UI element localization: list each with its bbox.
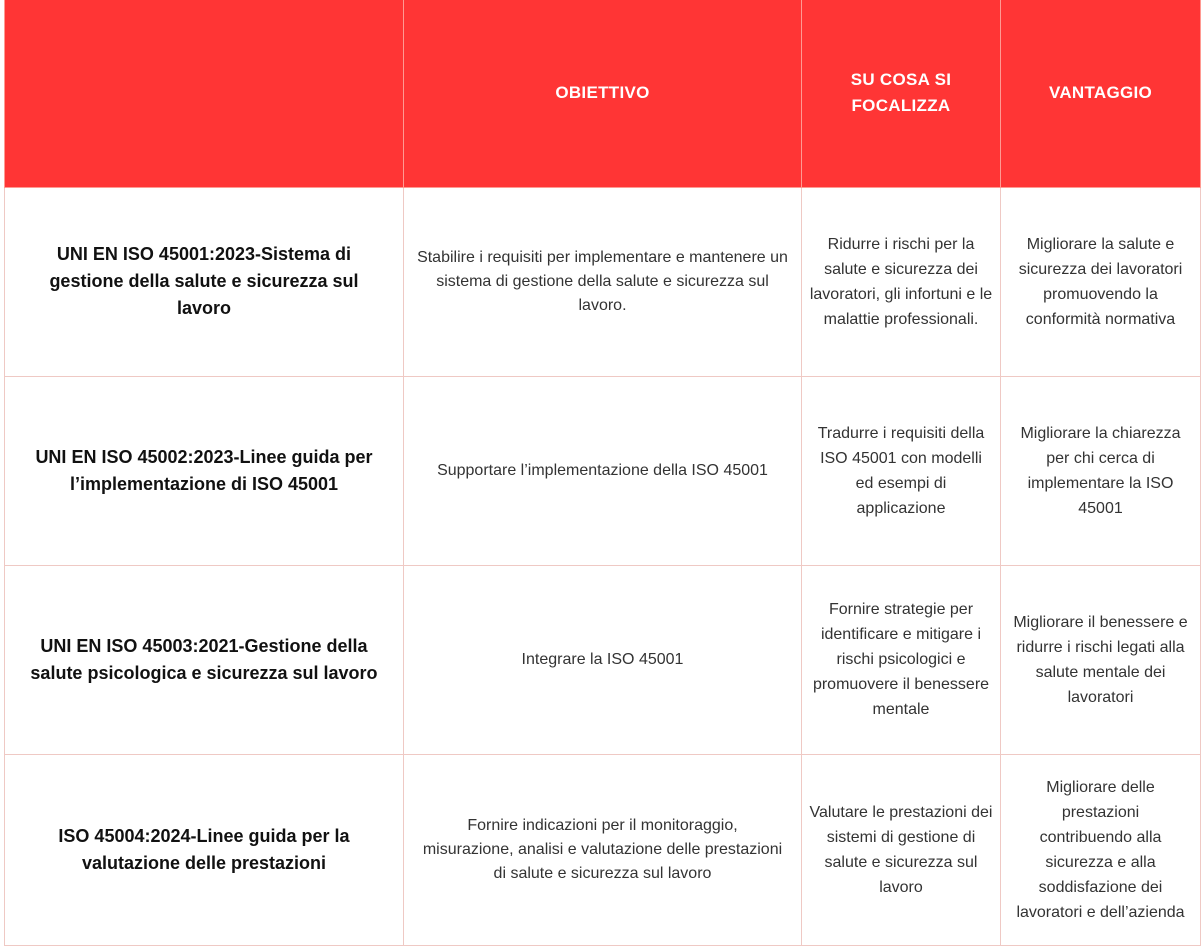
iso-comparison-table [4, 0, 1201, 946]
advantage-cell [1001, 565, 1201, 754]
focus-text: Tradurre i requisiti della ISO 45001 con modelli ed esempi di applicazione [817, 424, 985, 517]
header-objective: OBIETTIVO [404, 0, 802, 187]
norm-name [5, 754, 404, 945]
advantage-cell [1001, 754, 1201, 945]
objective-text: Supportare l’implementazione della ISO 45001 [437, 461, 768, 479]
advantage-text: Migliorare la chiarezza per chi cerca di implementare la ISO 45001 [1020, 424, 1181, 517]
advantage-text: Migliorare la salute e sicurezza dei lavoratori promuovendo la conformità normativa [1018, 235, 1183, 328]
norm-name-text: UNI EN ISO 45003:2021-Gestione della salute psicologica e sicurezza sul lavoro [30, 635, 378, 683]
norm-name [5, 565, 404, 754]
focus-text: Valutare le prestazioni dei sistemi di gestione di salute e sicurezza sul lavoro [809, 803, 993, 896]
advantage-text: Migliorare il benessere e ridurre i rischi legati alla salute mentale dei lavoratori [1013, 613, 1188, 706]
table-row [5, 565, 1201, 754]
header-focus-label: SU COSA SI FOCALIZZA [850, 70, 952, 116]
header-focus [802, 0, 1001, 187]
advantage-text: Migliorare delle prestazioni contribuendo alla sicurezza e alla soddisfazione dei lavoratori e dell’azienda [1016, 778, 1185, 921]
norm-name-text: ISO 45004:2024-Linee guida per la valutazione delle prestazioni [58, 825, 350, 873]
norm-name-text: UNI EN ISO 45001:2023-Sistema di gestione della salute e sicurezza sul lavoro [49, 244, 359, 318]
table-row [5, 187, 1201, 376]
focus-cell [802, 754, 1001, 945]
objective-cell [404, 565, 802, 754]
table-row [5, 754, 1201, 945]
objective-cell [404, 376, 802, 565]
objective-cell [404, 187, 802, 376]
header-norm [5, 0, 404, 187]
table-row [5, 376, 1201, 565]
advantage-cell [1001, 376, 1201, 565]
norm-name-text: UNI EN ISO 45002:2023-Linee guida per l’implementazione di ISO 45001 [35, 446, 373, 494]
focus-text: Fornire strategie per identificare e mitigare i rischi psicologici e promuovere il benessere mentale [812, 601, 990, 718]
objective-text: Stabilire i requisiti per implementare e mantenere un sistema di gestione della salute e sicurezza sul lavoro. [417, 248, 788, 314]
header-row [5, 0, 1201, 187]
norm-name [5, 187, 404, 376]
header-advantage: VANTAGGIO [1001, 0, 1201, 187]
objective-cell [404, 754, 802, 945]
objective-text: Fornire indicazioni per il monitoraggio, misurazione, analisi e valutazione delle prestazioni di salute e sicurezza sul lavoro [422, 816, 783, 882]
focus-text: Ridurre i rischi per la salute e sicurezza dei lavoratori, gli infortuni e le malattie professionali. [809, 235, 993, 328]
focus-cell [802, 565, 1001, 754]
focus-cell [802, 187, 1001, 376]
norm-name [5, 376, 404, 565]
objective-text: Integrare la ISO 45001 [521, 650, 684, 668]
focus-cell [802, 376, 1001, 565]
advantage-cell [1001, 187, 1201, 376]
